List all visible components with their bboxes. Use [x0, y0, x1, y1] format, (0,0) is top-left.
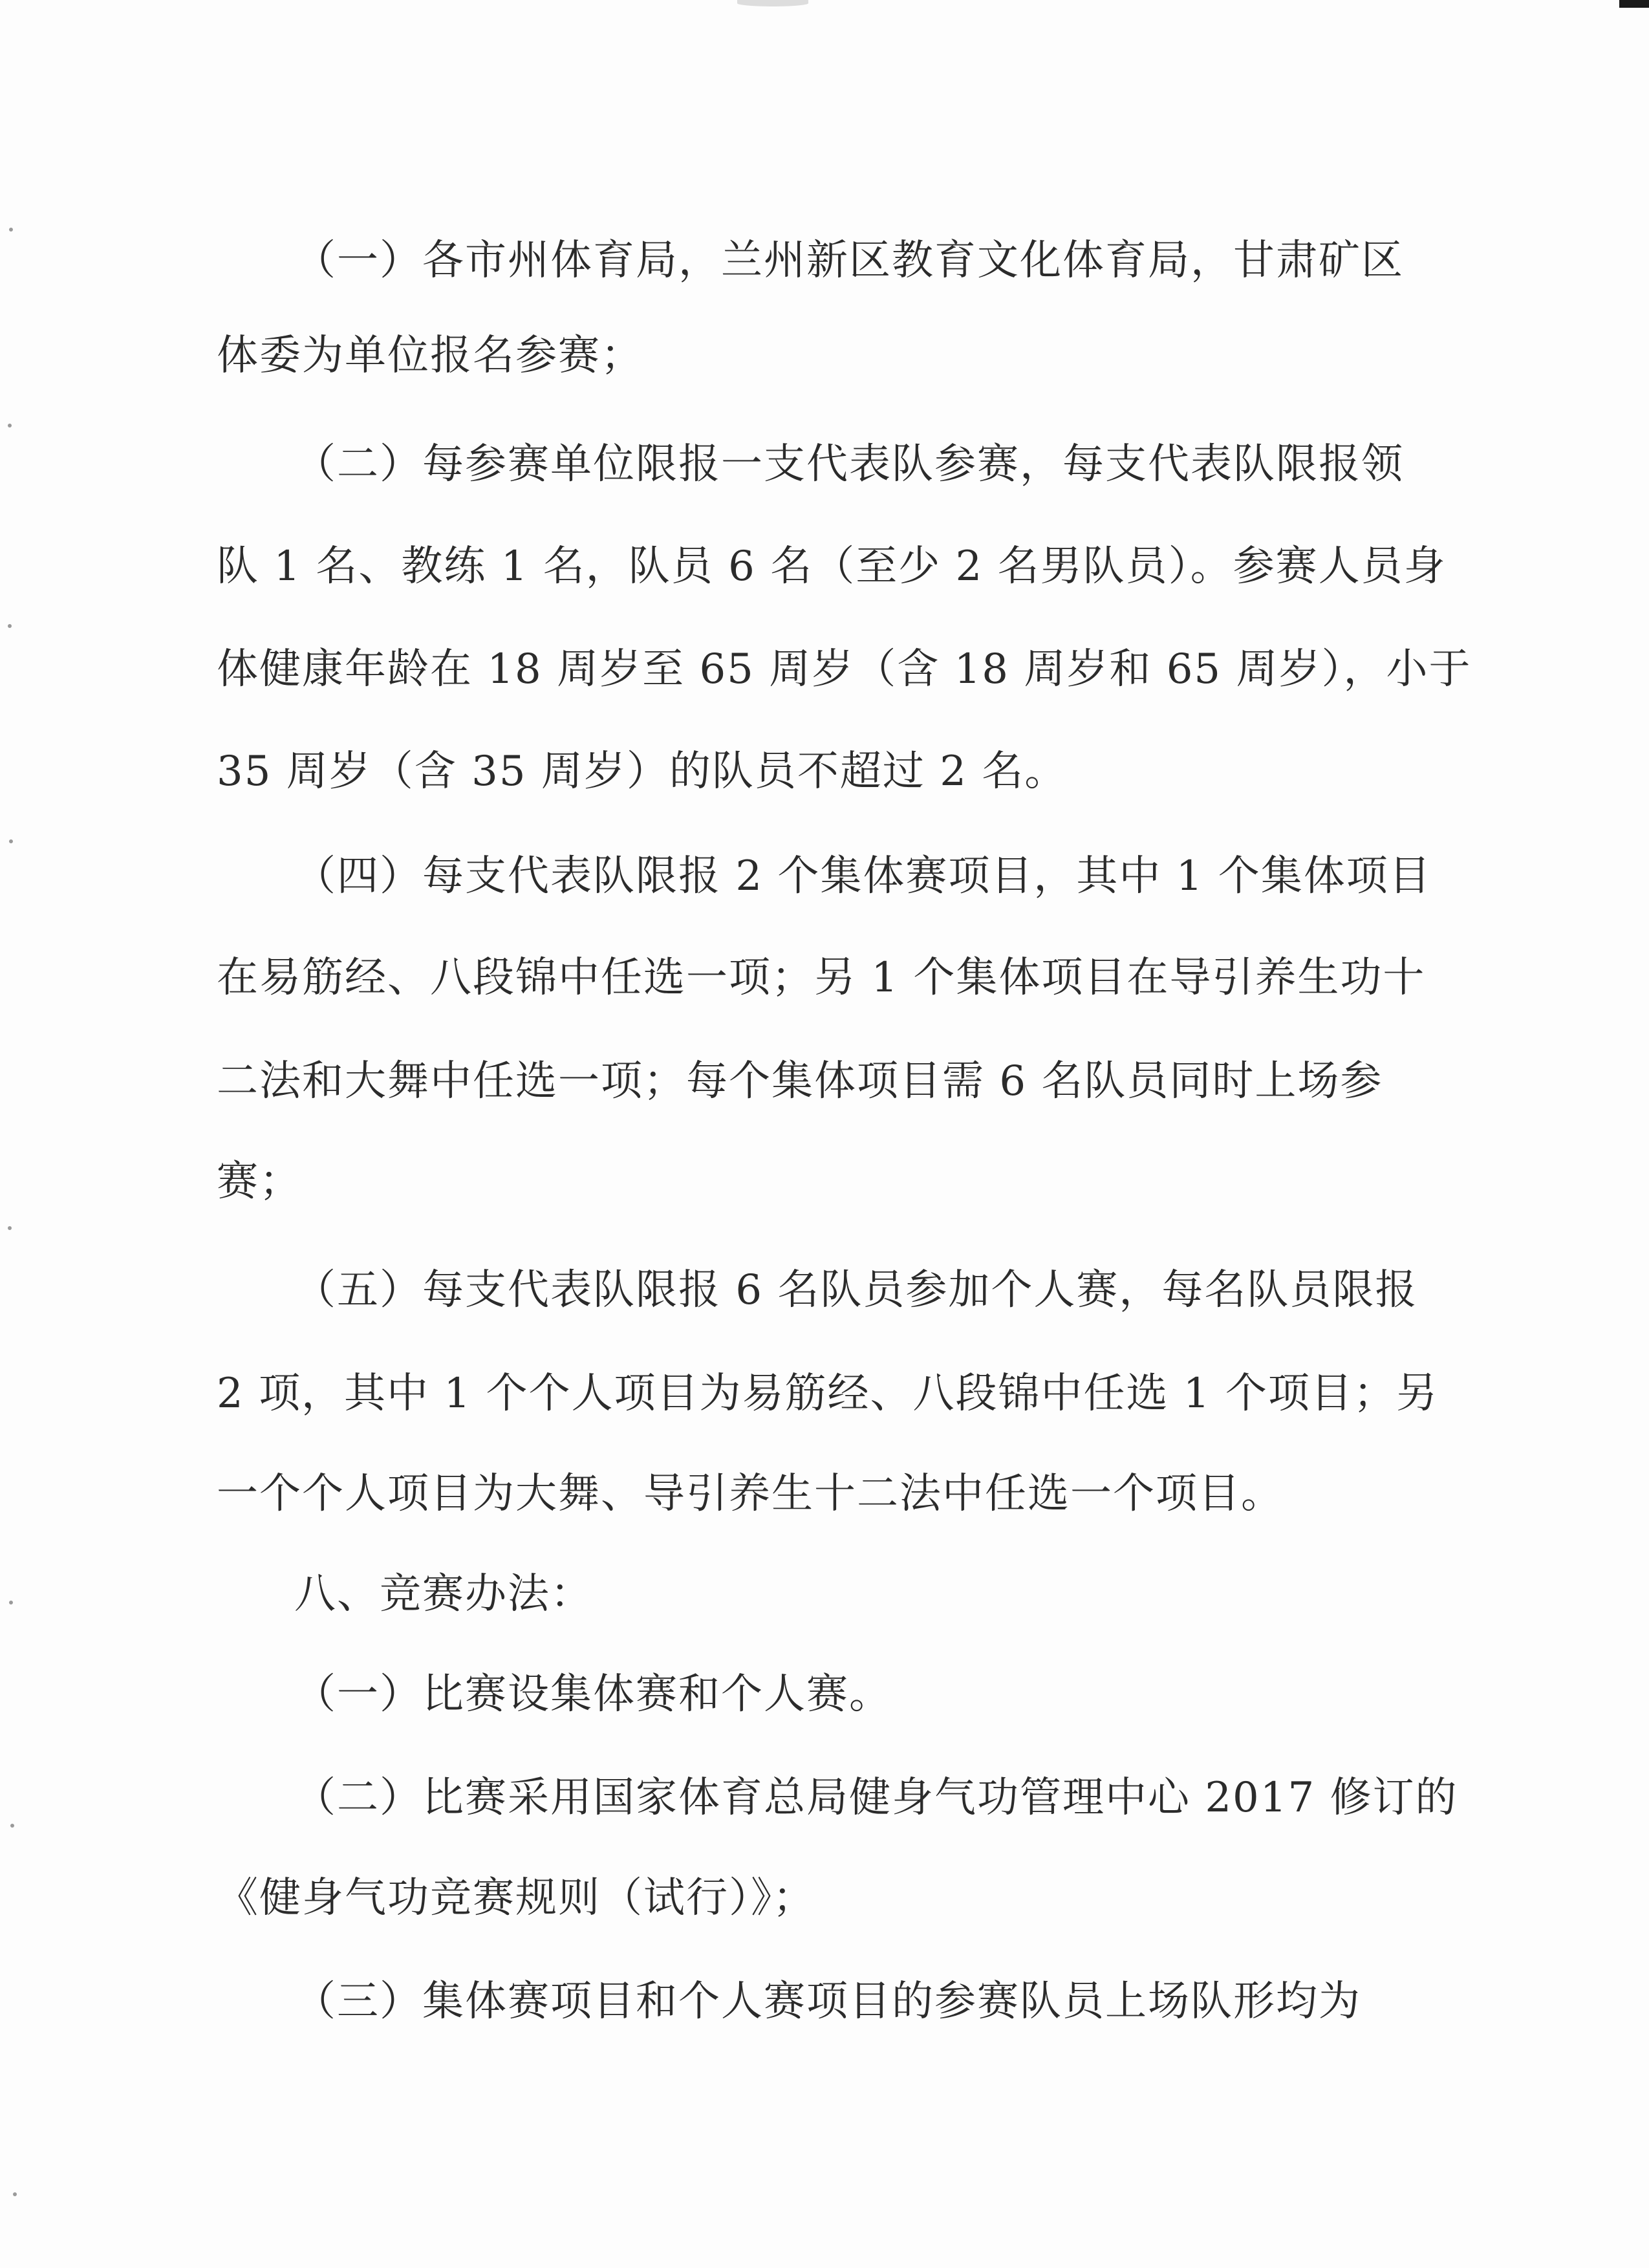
text-line: （一）比赛设集体赛和个人赛。 — [294, 1670, 892, 1718]
scan-speck — [10, 1824, 14, 1828]
scan-speck — [9, 1601, 13, 1604]
scan-smudge — [737, 0, 808, 6]
scan-speck — [8, 1226, 12, 1230]
text-line: 2 项，其中 1 个个人项目为易筋经、八段锦中任选 1 个项目；另 — [217, 1370, 1439, 1418]
text-line: （二）比赛采用国家体育总局健身气功管理中心 2017 修订的 — [294, 1774, 1458, 1822]
scan-speck — [8, 624, 12, 628]
scan-speck — [8, 424, 12, 427]
text-line: （一）各市州体育局，兰州新区教育文化体育局，甘肃矿区 — [294, 237, 1404, 285]
text-line: （四）每支代表队限报 2 个集体赛项目，其中 1 个集体项目 — [294, 852, 1432, 900]
text-line: 队 1 名、教练 1 名，队员 6 名（至少 2 名男队员）。参赛人员身 — [217, 543, 1447, 590]
text-line: （二）每参赛单位限报一支代表队参赛，每支代表队限报领 — [294, 440, 1404, 488]
text-line: 赛； — [217, 1158, 302, 1205]
scan-speck — [9, 839, 13, 843]
text-line: 二法和大舞中任选一项；每个集体项目需 6 名队员同时上场参 — [217, 1057, 1383, 1105]
scan-speck — [13, 2192, 17, 2196]
text-line: 35 周岁（含 35 周岁）的队员不超过 2 名。 — [217, 748, 1068, 795]
text-line: 体委为单位报名参赛； — [217, 332, 643, 380]
text-line: 体健康年龄在 18 周岁至 65 周岁（含 18 周岁和 65 周岁），小于 — [217, 645, 1472, 693]
section-heading: 八、竞赛办法： — [294, 1570, 593, 1618]
text-line: （三）集体赛项目和个人赛项目的参赛队员上场队形均为 — [294, 1978, 1361, 2025]
text-line: （五）每支代表队限报 6 名队员参加个人赛，每名队员限报 — [294, 1266, 1418, 1314]
text-line: 一个个人项目为大舞、导引养生十二法中任选一个项目。 — [217, 1470, 1284, 1518]
scan-speck — [9, 228, 13, 232]
scan-corner-mark — [1619, 0, 1649, 8]
text-line: 《健身气功竞赛规则（试行）》； — [217, 1874, 815, 1922]
text-line: 在易筋经、八段锦中任选一项；另 1 个集体项目在导引养生功十 — [217, 954, 1426, 1002]
